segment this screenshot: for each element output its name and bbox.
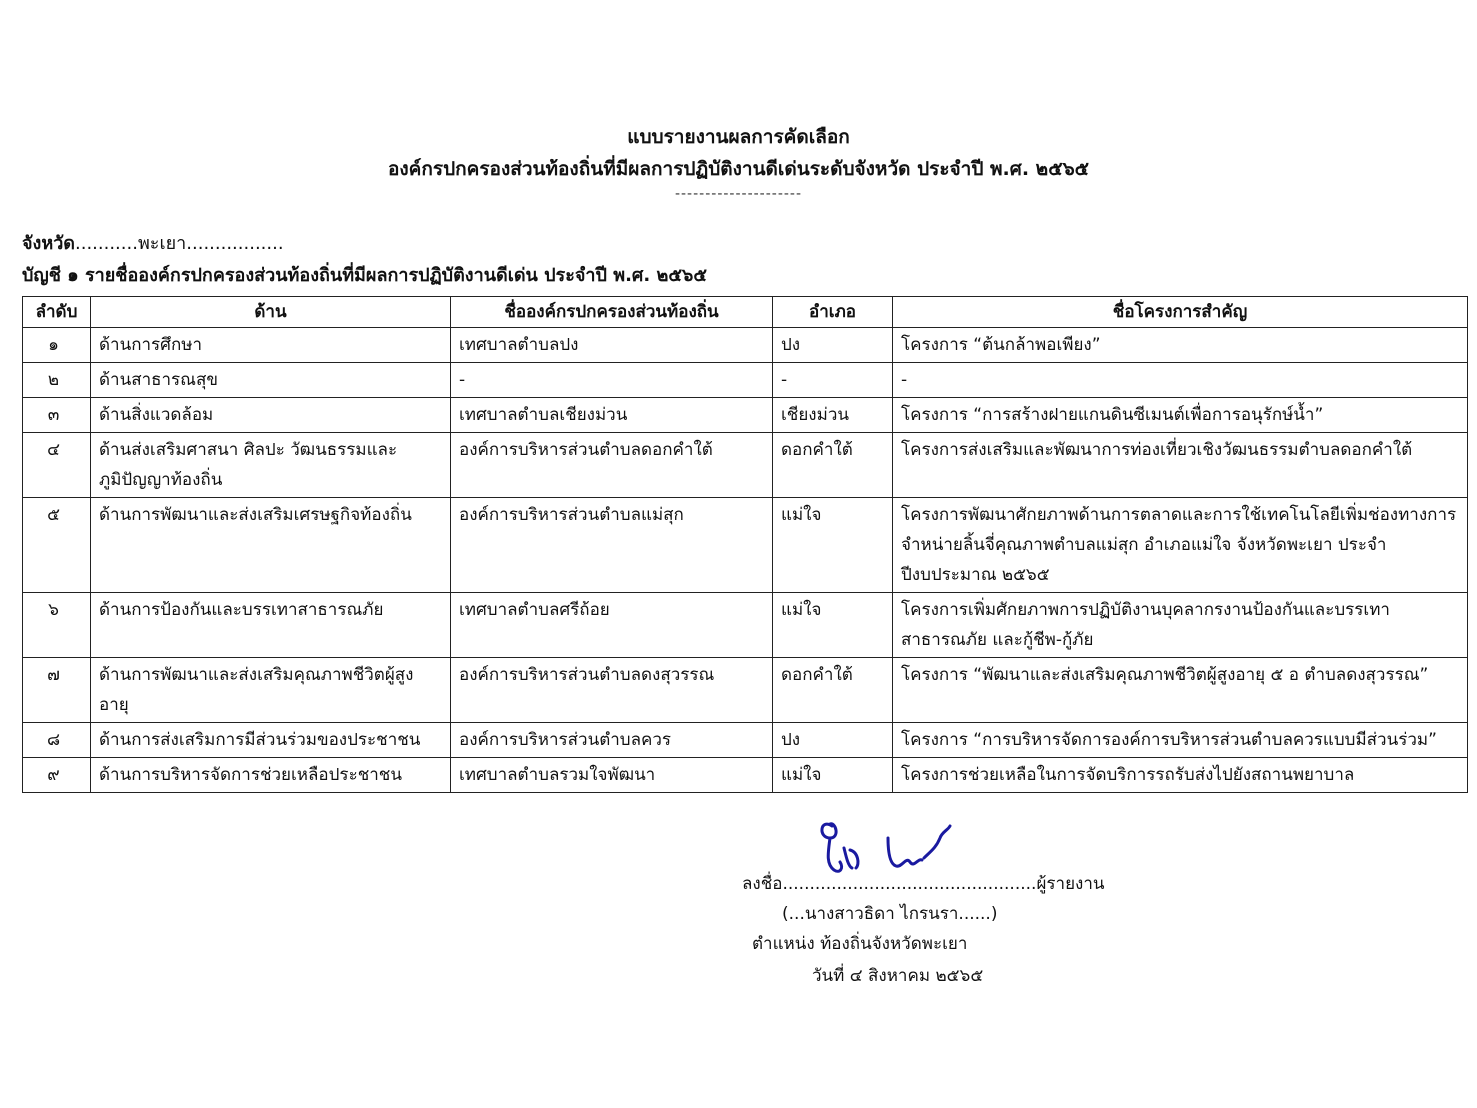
signer-name: (...นางสาวธิดา ไกรนรา......) [782,904,998,924]
cell-project: โครงการส่งเสริมและพัฒนาการท่องเที่ยวเชิงวัฒนธรรมตำบลดอกคำใต้ [893,433,1468,498]
cell-district: - [773,363,893,398]
cell-district: แม่ใจ [773,593,893,658]
cell-project: โครงการ “ต้นกล้าพอเพียง” [893,328,1468,363]
cell-project: โครงการ “การบริหารจัดการองค์การบริหารส่วนตำบลควรแบบมีส่วนร่วม” [893,723,1468,758]
column-header-order: ลำดับ [23,297,91,328]
cell-project: โครงการ “พัฒนาและส่งเสริมคุณภาพชีวิตผู้สูงอายุ ๕ อ ตำบลดงสุวรรณ” [893,658,1468,723]
column-header-project: ชื่อโครงการสำคัญ [893,297,1468,328]
cell-organization: เทศบาลตำบลเชียงม่วน [451,398,773,433]
cell-organization: องค์การบริหารส่วนตำบลดอกคำใต้ [451,433,773,498]
cell-organization: เทศบาลตำบลรวมใจพัฒนา [451,758,773,793]
cell-district: เชียงม่วน [773,398,893,433]
province-value: ...........พะเยา................. [75,233,284,254]
cell-order: ๗ [23,658,91,723]
cell-order: ๔ [23,433,91,498]
column-header-category: ด้าน [91,297,451,328]
province-line [22,228,284,257]
cell-organization: เทศบาลตำบลศรีถ้อย [451,593,773,658]
signature-line: ลงชื่อ...............................................ผู้รายงาน [742,874,1105,894]
cell-organization: องค์การบริหารส่วนตำบลแม่สุก [451,498,773,593]
table-row [23,658,1468,723]
cell-order: ๒ [23,363,91,398]
cell-district: แม่ใจ [773,498,893,593]
handwritten-signature [810,808,960,878]
cell-order: ๑ [23,328,91,363]
table-row [23,433,1468,498]
cell-organization: องค์การบริหารส่วนตำบลดงสุวรรณ [451,658,773,723]
cell-district: ปง [773,723,893,758]
cell-category: ด้านส่งเสริมศาสนา ศิลปะ วัฒนธรรมและภูมิปัญญาท้องถิ่น [91,433,451,498]
cell-district: ปง [773,328,893,363]
table-row [23,398,1468,433]
table-row [23,498,1468,593]
cell-category: ด้านการพัฒนาและส่งเสริมเศรษฐกิจท้องถิ่น [91,498,451,593]
list-title: บัญชี ๑ รายชื่อองค์กรปกครองส่วนท้องถิ่นที่มีผลการปฏิบัติงานดีเด่น ประจำปี พ.ศ. ๒๕๖๕ [22,265,707,286]
cell-district: ดอกคำใต้ [773,433,893,498]
cell-category: ด้านการบริหารจัดการช่วยเหลือประชาชน [91,758,451,793]
table-header-row [23,297,1468,328]
cell-project: - [893,363,1468,398]
report-subtitle: องค์กรปกครองส่วนท้องถิ่นที่มีผลการปฏิบัติงานดีเด่นระดับจังหวัด ประจำปี พ.ศ. ๒๕๖๕ [387,158,1090,180]
column-header-organization: ชื่อองค์กรปกครองส่วนท้องถิ่น [451,297,773,328]
cell-district: ดอกคำใต้ [773,658,893,723]
cell-category: ด้านสาธารณสุข [91,363,451,398]
cell-order: ๕ [23,498,91,593]
cell-category: ด้านสิ่งแวดล้อม [91,398,451,433]
cell-order: ๙ [23,758,91,793]
table-row [23,723,1468,758]
cell-district: แม่ใจ [773,758,893,793]
cell-project: โครงการช่วยเหลือในการจัดบริการรถรับส่งไปยังสถานพยาบาล [893,758,1468,793]
cell-project: โครงการ “การสร้างฝายแกนดินซีเมนต์เพื่อการอนุรักษ์น้ำ” [893,398,1468,433]
cell-order: ๖ [23,593,91,658]
report-title: แบบรายงานผลการคัดเลือก [627,126,850,148]
column-header-district: อำเภอ [773,297,893,328]
table-row [23,593,1468,658]
cell-project: โครงการพัฒนาศักยภาพด้านการตลาดและการใช้เทคโนโลยีเพิ่มช่องทางการจำหน่ายลิ้นจี่คุณภาพตำบลแม่สุก อำเภอแม่ใจ จังหวัดพะเยา ประจำปีงบประมาณ ๒๕๖๕ [893,498,1468,593]
cell-category: ด้านการศึกษา [91,328,451,363]
table-row [23,758,1468,793]
cell-category: ด้านการพัฒนาและส่งเสริมคุณภาพชีวิตผู้สูงอายุ [91,658,451,723]
cell-order: ๓ [23,398,91,433]
report-date: วันที่ ๔ สิงหาคม ๒๕๖๕ [812,966,984,986]
cell-category: ด้านการป้องกันและบรรเทาสาธารณภัย [91,593,451,658]
cell-organization: - [451,363,773,398]
cell-project: โครงการเพิ่มศักยภาพการปฏิบัติงานบุคลากรงานป้องกันและบรรเทาสาธารณภัย และกู้ชีพ-กู้ภัย [893,593,1468,658]
cell-organization: เทศบาลตำบลปง [451,328,773,363]
cell-order: ๘ [23,723,91,758]
province-label: จังหวัด [22,233,75,254]
results-table [22,296,1468,793]
cell-category: ด้านการส่งเสริมการมีส่วนร่วมของประชาชน [91,723,451,758]
table-row [23,328,1468,363]
table-row [23,363,1468,398]
title-separator: --------------------- [674,186,803,202]
signer-position: ตำแหน่ง ท้องถิ่นจังหวัดพะเยา [752,934,968,954]
cell-organization: องค์การบริหารส่วนตำบลควร [451,723,773,758]
